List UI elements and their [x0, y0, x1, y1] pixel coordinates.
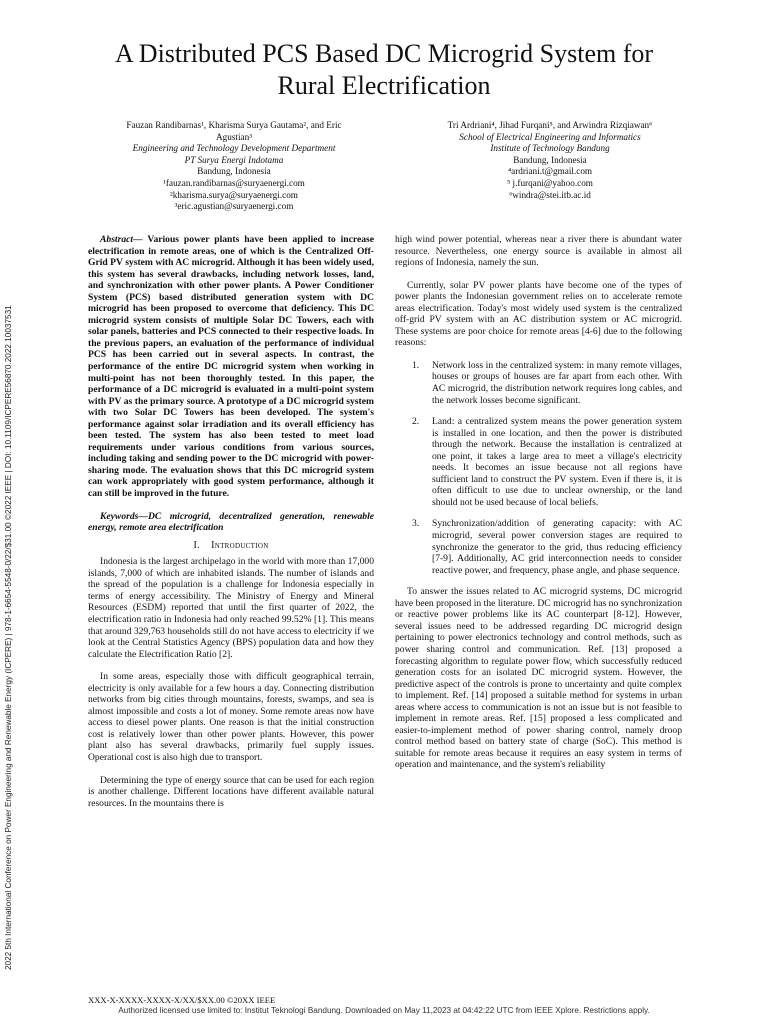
right-author-email-3: ⁶windra@stei.itb.ac.id: [509, 189, 591, 200]
list-item: [395, 360, 682, 406]
section-heading: [88, 540, 374, 552]
right-paragraph-1: Currently, solar PV power plants have become one of the types of power plants the Indonesian government relies on to accelerate remote areas electrification. Today's most widely used system is the centralized off-grid PV system with an AC distribution system or AC microgrid. These systems are poor choice for remote areas [4-6] due to the following reasons:: [395, 279, 682, 349]
abstract-text: Various power plants have been applied to increase electrification in remote areas, one of which is the Centralized Off-Grid PV system with AC microgrid. Although it has been widely used, this system has several drawbacks, including network losses, land, and synchronization with other power plants. A Power Conditioner System (PCS) based distributed generation system with DC microgrid has been proposed to overcome that deficiency. This DC microgrid system consists of multiple Solar DC Towers, each with solar panels, batteries and PCS connected to their respective loads. In the previous papers, an evaluation of the performance of individual PCS has been carried out in several aspects. In contrast, the performance of the entire DC microgrid system when working in multi-point has not been thoroughly tested. In this paper, the performance of a DC microgrid is evaluated in a multi-point system with PV as the primary source. A prototype of a DC microgrid system with two Solar DC Towers has been developed. The system's performance against solar irradiation and its overall efficiency has been tested. The system has also been tested to meet load requirements under various conditions from various sources, including taking and sending power to the DC microgrid with power-sharing mode. The evaluation shows that this DC microgrid system can work appropriately with good system performance, although it can still be improved in the future.: [88, 234, 374, 500]
left-author-names: Fauzan Randibarnas¹, Kharisma Surya Gautama², and Eric: [126, 120, 342, 130]
left-author-org: PT Surya Energi Indotama: [184, 154, 284, 165]
left-author-email-1: ¹fauzan.randibarnas@suryaenergi.com: [163, 177, 305, 188]
right-author-email-2: ⁵ j.furqani@yahoo.com: [507, 177, 593, 188]
intro-paragraph-1: Indonesia is the largest archipelago in the world with more than 17,000 islands, 7,000 of which are inhabited islands. The number of islands and the spread of the population is a challenge for Indonesia especially in terms of energy accessibility. The Ministry of Energy and Mineral Resources (ESDM) reported that until the first quarter of 2022, the electrification ratio in Indonesia had only reached 99.52% [1]. This means that around 329,763 households still do not have access to electricity if we look at the Central Statistics Agency (BPS) population data and how they calculate the Electrification Ratio [2].: [88, 556, 374, 660]
list-item-text: Land: a centralized system means the power generation system is installed in one location, and then the power is distributed through the network. Because the installation is centralized at one point, it takes a large area to meet a village's electricity needs. It becomes an issue because not all regions have sufficient land to construct the PV system. Even if there is, it is often difficult to use due to unclear ownership, or the land should not be used because of local beliefs.: [432, 416, 682, 508]
conference-sidebar: 2022 5th International Conference on Power Engineering and Renewable Energy (ICPERE) | 978-1-6654-5548-0/22/$31.00 ©2022 IEEE | DOI: 10.1109/ICPERE56870.2022.10037531: [4, 305, 13, 970]
left-column: [88, 234, 374, 809]
title-line-1: A Distributed PCS Based DC Microgrid System for: [114, 39, 654, 68]
left-author-email-2: ²kharisma.surya@suryaenergi.com: [170, 189, 298, 200]
abstract-label: Abstract—: [100, 234, 143, 245]
title-line-2: Rural Electrification: [277, 71, 491, 100]
right-paragraph-0: high wind power potential, whereas near a river there is abundant water resource. Nevertheless, one energy source is available in almost all regions of Indonesia, namely the sun.: [395, 234, 682, 269]
list-item-text: Network loss in the centralized system: in many remote villages, houses or groups of houses are far apart from each other. With AC microgrid, the distribution network requires long cables, and the network losses become significant.: [432, 359, 682, 406]
right-column: [395, 234, 682, 771]
list-item-text: Synchronization/addition of generating capacity: with AC microgrid, several power conversion stages are required to synchronize the generator to the grid, thus reducing efficiency [7-9]. Additionally, AC grid interconnection needs to consider reactive power, and frequency, phase angle, and phase sequence.: [432, 518, 682, 576]
right-author-email-1: ⁴ardriani.t@gmail.com: [507, 166, 593, 177]
section-title: Introduction: [211, 539, 269, 551]
intro-paragraph-2: In some areas, especially those with difficult geographical terrain, electricity is only available for a few hours a day. Connecting distribution networks from big cities through mountains, forests, swamps, and sea is almost impossible and costs a lot of money. Some remote areas now have access to diesel power plants. One reason is that the initial construction cost is relatively lower than other power plants. However, this power plant also has several drawbacks, primarily fuel supply issues. Operational cost is also high due to transport.: [88, 671, 374, 763]
left-author-block: [84, 120, 384, 213]
reasons-list: [395, 360, 682, 576]
license-footer: Authorized licensed use limited to: Institut Teknologi Bandung. Downloaded on May 11,2023 at 04:42:22 UTC from IEEE Xplore. Restrictions apply.: [118, 1006, 650, 1015]
paper-title: [40, 38, 728, 102]
list-item-number: 2.: [412, 416, 420, 428]
right-author-block: [400, 120, 700, 201]
right-paragraph-2: To answer the issues related to AC microgrid systems, DC microgrid have been proposed in the literature. DC microgrid has no synchronization or reactive power problems like its AC counterpart [8-12]. However, several issues need to be addressed regarding DC microgrid design pertaining to power electronics technology and control methods, such as power sharing control and communication. Ref. [13] proposed a forecasting algorithm to regulate power flow, which successfully reduced generation costs for an isolated DC microgrid system. However, the predictive aspect of the controls is prone to uncertainty and quite complex to implement. Ref. [14] proposed a suitable method for systems in urban areas where access to communication is not an issue but is not feasible to implement in remote areas. Ref. [15] proposed a less complicated and easier-to-implement method of power sharing control, namely droop control method based on battery state of charge (SoC). This method is suitable for remote areas because it requires an easy system in terms of operation and maintenance, and the system's reliability: [395, 586, 682, 771]
list-item: [395, 416, 682, 508]
right-author-dept: School of Electrical Engineering and Informatics: [459, 131, 641, 142]
keywords: Keywords—DC microgrid, decentralized generation, renewable energy, remote area electrification: [88, 510, 374, 534]
list-item-number: 3.: [412, 518, 420, 530]
intro-paragraph-3: Determining the type of energy source that can be used for each region is another challenge. Different locations have different available natural resources. In the mountains there is: [88, 774, 374, 809]
abstract: [88, 234, 374, 500]
right-author-city: Bandung, Indonesia: [513, 154, 587, 165]
section-number: I.: [193, 539, 200, 551]
left-author-dept: Engineering and Technology Development Department: [132, 143, 336, 154]
copyright-line: XXX-X-XXXX-XXXX-X/XX/$XX.00 ©20XX IEEE: [88, 995, 276, 1005]
left-author-email-3: ³eric.agustian@suryaenergi.com: [174, 201, 294, 212]
list-item-number: 1.: [412, 359, 420, 371]
list-item: [395, 518, 682, 576]
right-author-names: Tri Ardriani⁴, Jihad Furqani⁵, and Arwindra Rizqiawan⁶: [447, 120, 653, 130]
left-author-city: Bandung, Indonesia: [197, 166, 271, 177]
right-author-org: Institute of Technology Bandung: [490, 143, 610, 154]
left-author-names-cont: Agustian³: [216, 131, 252, 142]
